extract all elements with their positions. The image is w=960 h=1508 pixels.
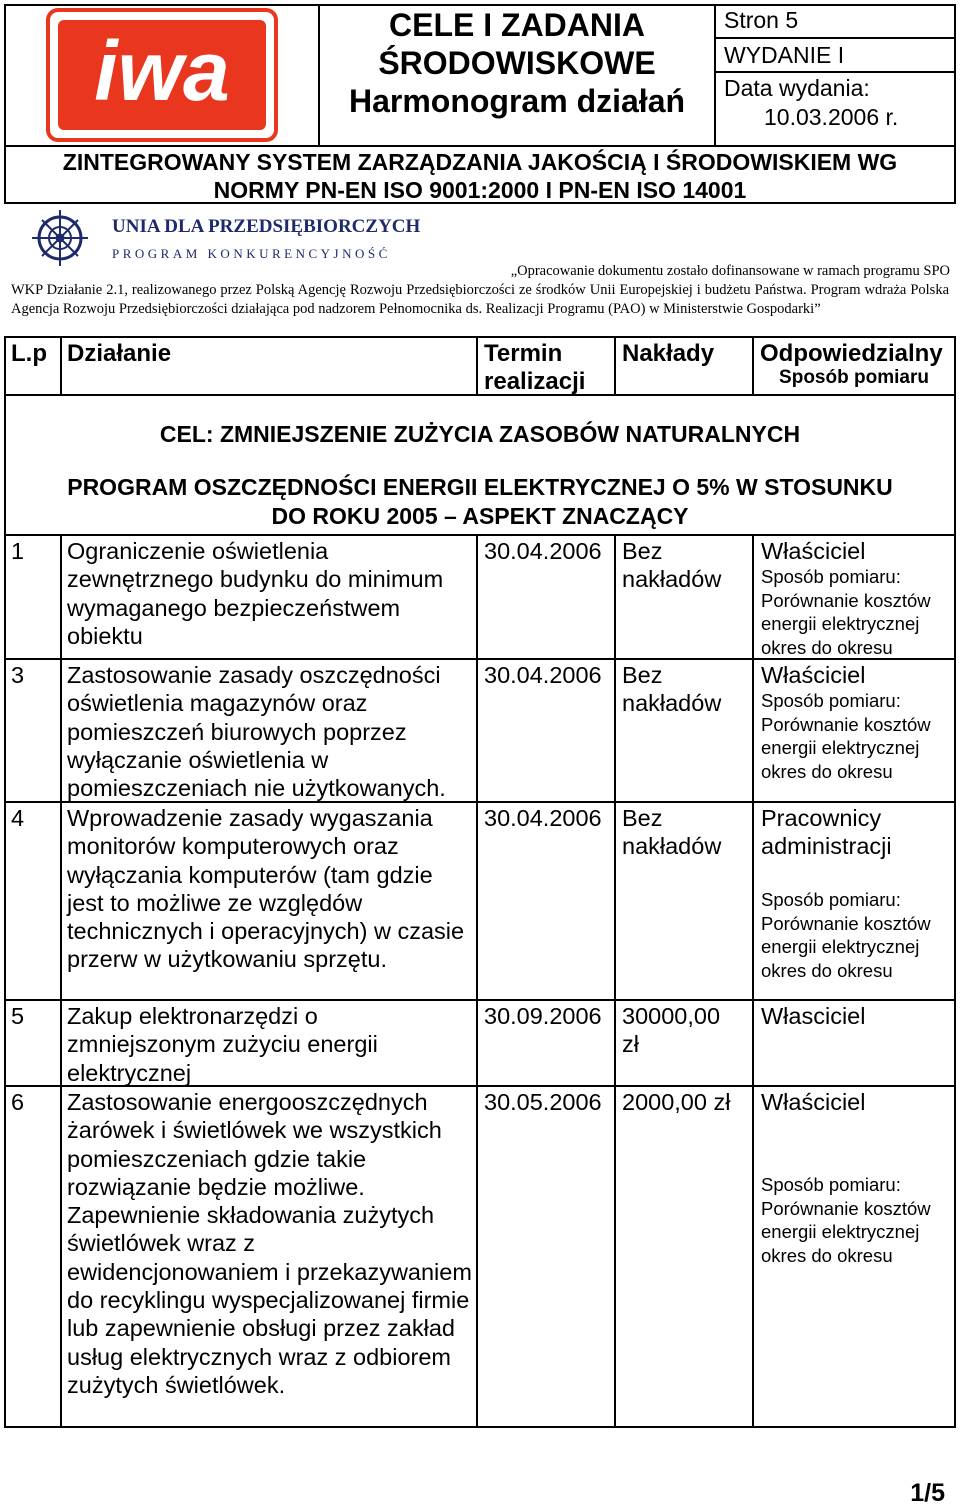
page-count: Stron 5 — [724, 7, 799, 33]
th-responsible: Odpowiedzialny — [760, 340, 943, 367]
row-4-lp: 4 — [11, 805, 25, 831]
row-3-deadline: 30.04.2006 — [484, 662, 602, 688]
row-3-responsible: Właściciel — [761, 662, 866, 688]
row-1-lp: 1 — [11, 538, 25, 564]
row-4-costs: Bez nakładów — [622, 805, 722, 860]
document-title — [320, 6, 714, 120]
eu-program-logo — [10, 206, 424, 268]
col-divider-2 — [476, 534, 478, 1428]
title-line-3: Harmonogram działań — [348, 83, 686, 119]
row-1-costs: Bez nakładów — [622, 538, 722, 593]
row-5-deadline: 30.09.2006 — [484, 1003, 602, 1029]
header-divider-2 — [714, 4, 716, 147]
funding-note: WKP Działanie 2.1, realizowanego przez Polską Agencję Rozwoju Przedsiębiorczości ze środków Unii Europejskiej i budżetu Państwa. Program wdraża Polska Agencja Rozwoju Przedsiębiorczości działająca pod nadzorem Pełnomocnika ds. Realizacji Programu (PAO) w Ministerstwie Gospodarki” — [11, 282, 949, 317]
company-logo — [46, 8, 278, 142]
col-divider-4 — [752, 534, 754, 1428]
row-1-action: Ograniczenie oświetlenia zewnętrznego budynku do minimum wymaganego bezpieczeństwem obiektu — [67, 538, 444, 649]
row-3-action: Zastosowanie zasady oszczędności oświetlenia magazynów oraz pomieszczeń biurowych poprzez wyłączanie oświetlenia w pomieszczeniach nie użytkowanych. — [67, 662, 446, 802]
row-4-responsible: Pracownicy administracji — [761, 805, 892, 860]
compass-star-icon — [32, 210, 88, 266]
row-6-lp: 6 — [11, 1089, 25, 1115]
program-line-1: PROGRAM OSZCZĘDNOŚCI ENERGII ELEKTRYCZNEJ O 5% W STOSUNKU — [67, 474, 893, 500]
row-line-3 — [4, 999, 956, 1001]
th-divider-3 — [614, 336, 616, 396]
row-3-costs: Bez nakładów — [622, 662, 722, 717]
edition: WYDANIE I — [724, 42, 845, 68]
row-4-measure: Sposób pomiaru: Porównanie kosztów energii elektrycznej okres do okresu — [761, 889, 931, 981]
title-line-2: ŚRODOWISKOWE — [378, 45, 656, 81]
title-line-1: CELE I ZADANIA — [389, 7, 645, 43]
program-heading — [6, 473, 954, 531]
row-6-costs: 2000,00 zł — [622, 1089, 731, 1115]
row-6-measure: Sposób pomiaru: Porównanie kosztów energii elektrycznej okres do okresu — [761, 1174, 931, 1266]
row-4-action: Wprowadzenie zasady wygaszania monitorów komputerowych oraz wyłączania komputerów (tam gdzie jest to możliwe ze względów technicznych i operacyjnych) w czasie przerw w użytkowaniu sprzętu. — [67, 805, 465, 973]
th-action: Działanie — [67, 340, 172, 367]
row-3-measure: Sposób pomiaru: Porównanie kosztów energii elektrycznej okres do okresu — [761, 690, 931, 782]
row-1-responsible: Właściciel — [761, 538, 866, 564]
row-5-costs: 30000,00 zł — [622, 1003, 721, 1058]
row-1-measure: Sposób pomiaru: Porównanie kosztów energii elektrycznej okres do okresu — [761, 566, 931, 658]
page-number: 1/5 — [910, 1479, 945, 1507]
header-divider-h — [4, 145, 956, 147]
row-3-lp: 3 — [11, 662, 25, 688]
system-line-1: ZINTEGROWANY SYSTEM ZARZĄDZANIA JAKOŚCIĄ I ŚRODOWISKIEM WG — [62, 149, 898, 175]
col-divider-3 — [614, 534, 616, 1428]
table-header-bottom-line — [4, 394, 956, 396]
th-deadline-2: realizacji — [484, 368, 586, 395]
row-6-action: Zastosowanie energooszczędnych żarówek i świetlówek we wszystkich pomieszczeniach gdzie takie rozwiązanie będzie możliwe. Zapewnienie składowania zużytych świetlówek wraz z ewidencjonowaniem i przekazywaniem do recyklingu wyspecjalizowanej firmie lub zapewnienie obsługi przez zakład usług elektrycznych wraz z odbiorem zużytych świetlówek. — [67, 1089, 472, 1398]
logo-text: iwa — [94, 24, 230, 118]
management-system — [6, 148, 954, 204]
issue-date-value: 10.03.2006 r. — [764, 104, 899, 130]
funding-note-line-1: „Opracowanie dokumentu zostało dofinansowane w ramach programu SPO — [510, 263, 950, 279]
issue-date-label: Data wydania: — [724, 75, 870, 101]
th-measure: Sposób pomiaru — [779, 367, 929, 388]
row-5-action: Zakup elektronarzędzi o zmniejszonym zużyciu energii elektrycznej — [67, 1003, 378, 1086]
eu-logo-subtitle: PROGRAM KONKURENCYJNOŚĆ — [112, 246, 391, 261]
th-deadline-1: Termin — [484, 340, 563, 367]
row-6-responsible: Właściciel — [761, 1089, 866, 1115]
th-divider-2 — [476, 336, 478, 396]
program-line-2: DO ROKU 2005 – ASPEKT ZNACZĄCY — [271, 503, 689, 529]
row-6-deadline: 30.05.2006 — [484, 1089, 602, 1115]
section-bottom-line — [4, 534, 956, 536]
row-1-deadline: 30.04.2006 — [484, 538, 602, 564]
row-5-lp: 5 — [11, 1003, 25, 1029]
col-divider-1 — [60, 534, 62, 1428]
row-5-responsible: Własciciel — [761, 1003, 866, 1029]
system-line-2: NORMY PN-EN ISO 9001:2000 I PN-EN ISO 14001 — [213, 177, 747, 203]
th-divider-1 — [60, 336, 62, 396]
eu-logo-title: UNIA DLA PRZEDSIĘBIORCZYCH — [112, 216, 421, 237]
goal-heading: CEL: ZMNIEJSZENIE ZUŻYCIA ZASOBÓW NATURALNYCH — [159, 421, 801, 447]
th-lp: L.p — [11, 340, 47, 367]
row-4-deadline: 30.04.2006 — [484, 805, 602, 831]
th-costs: Nakłady — [622, 340, 715, 367]
